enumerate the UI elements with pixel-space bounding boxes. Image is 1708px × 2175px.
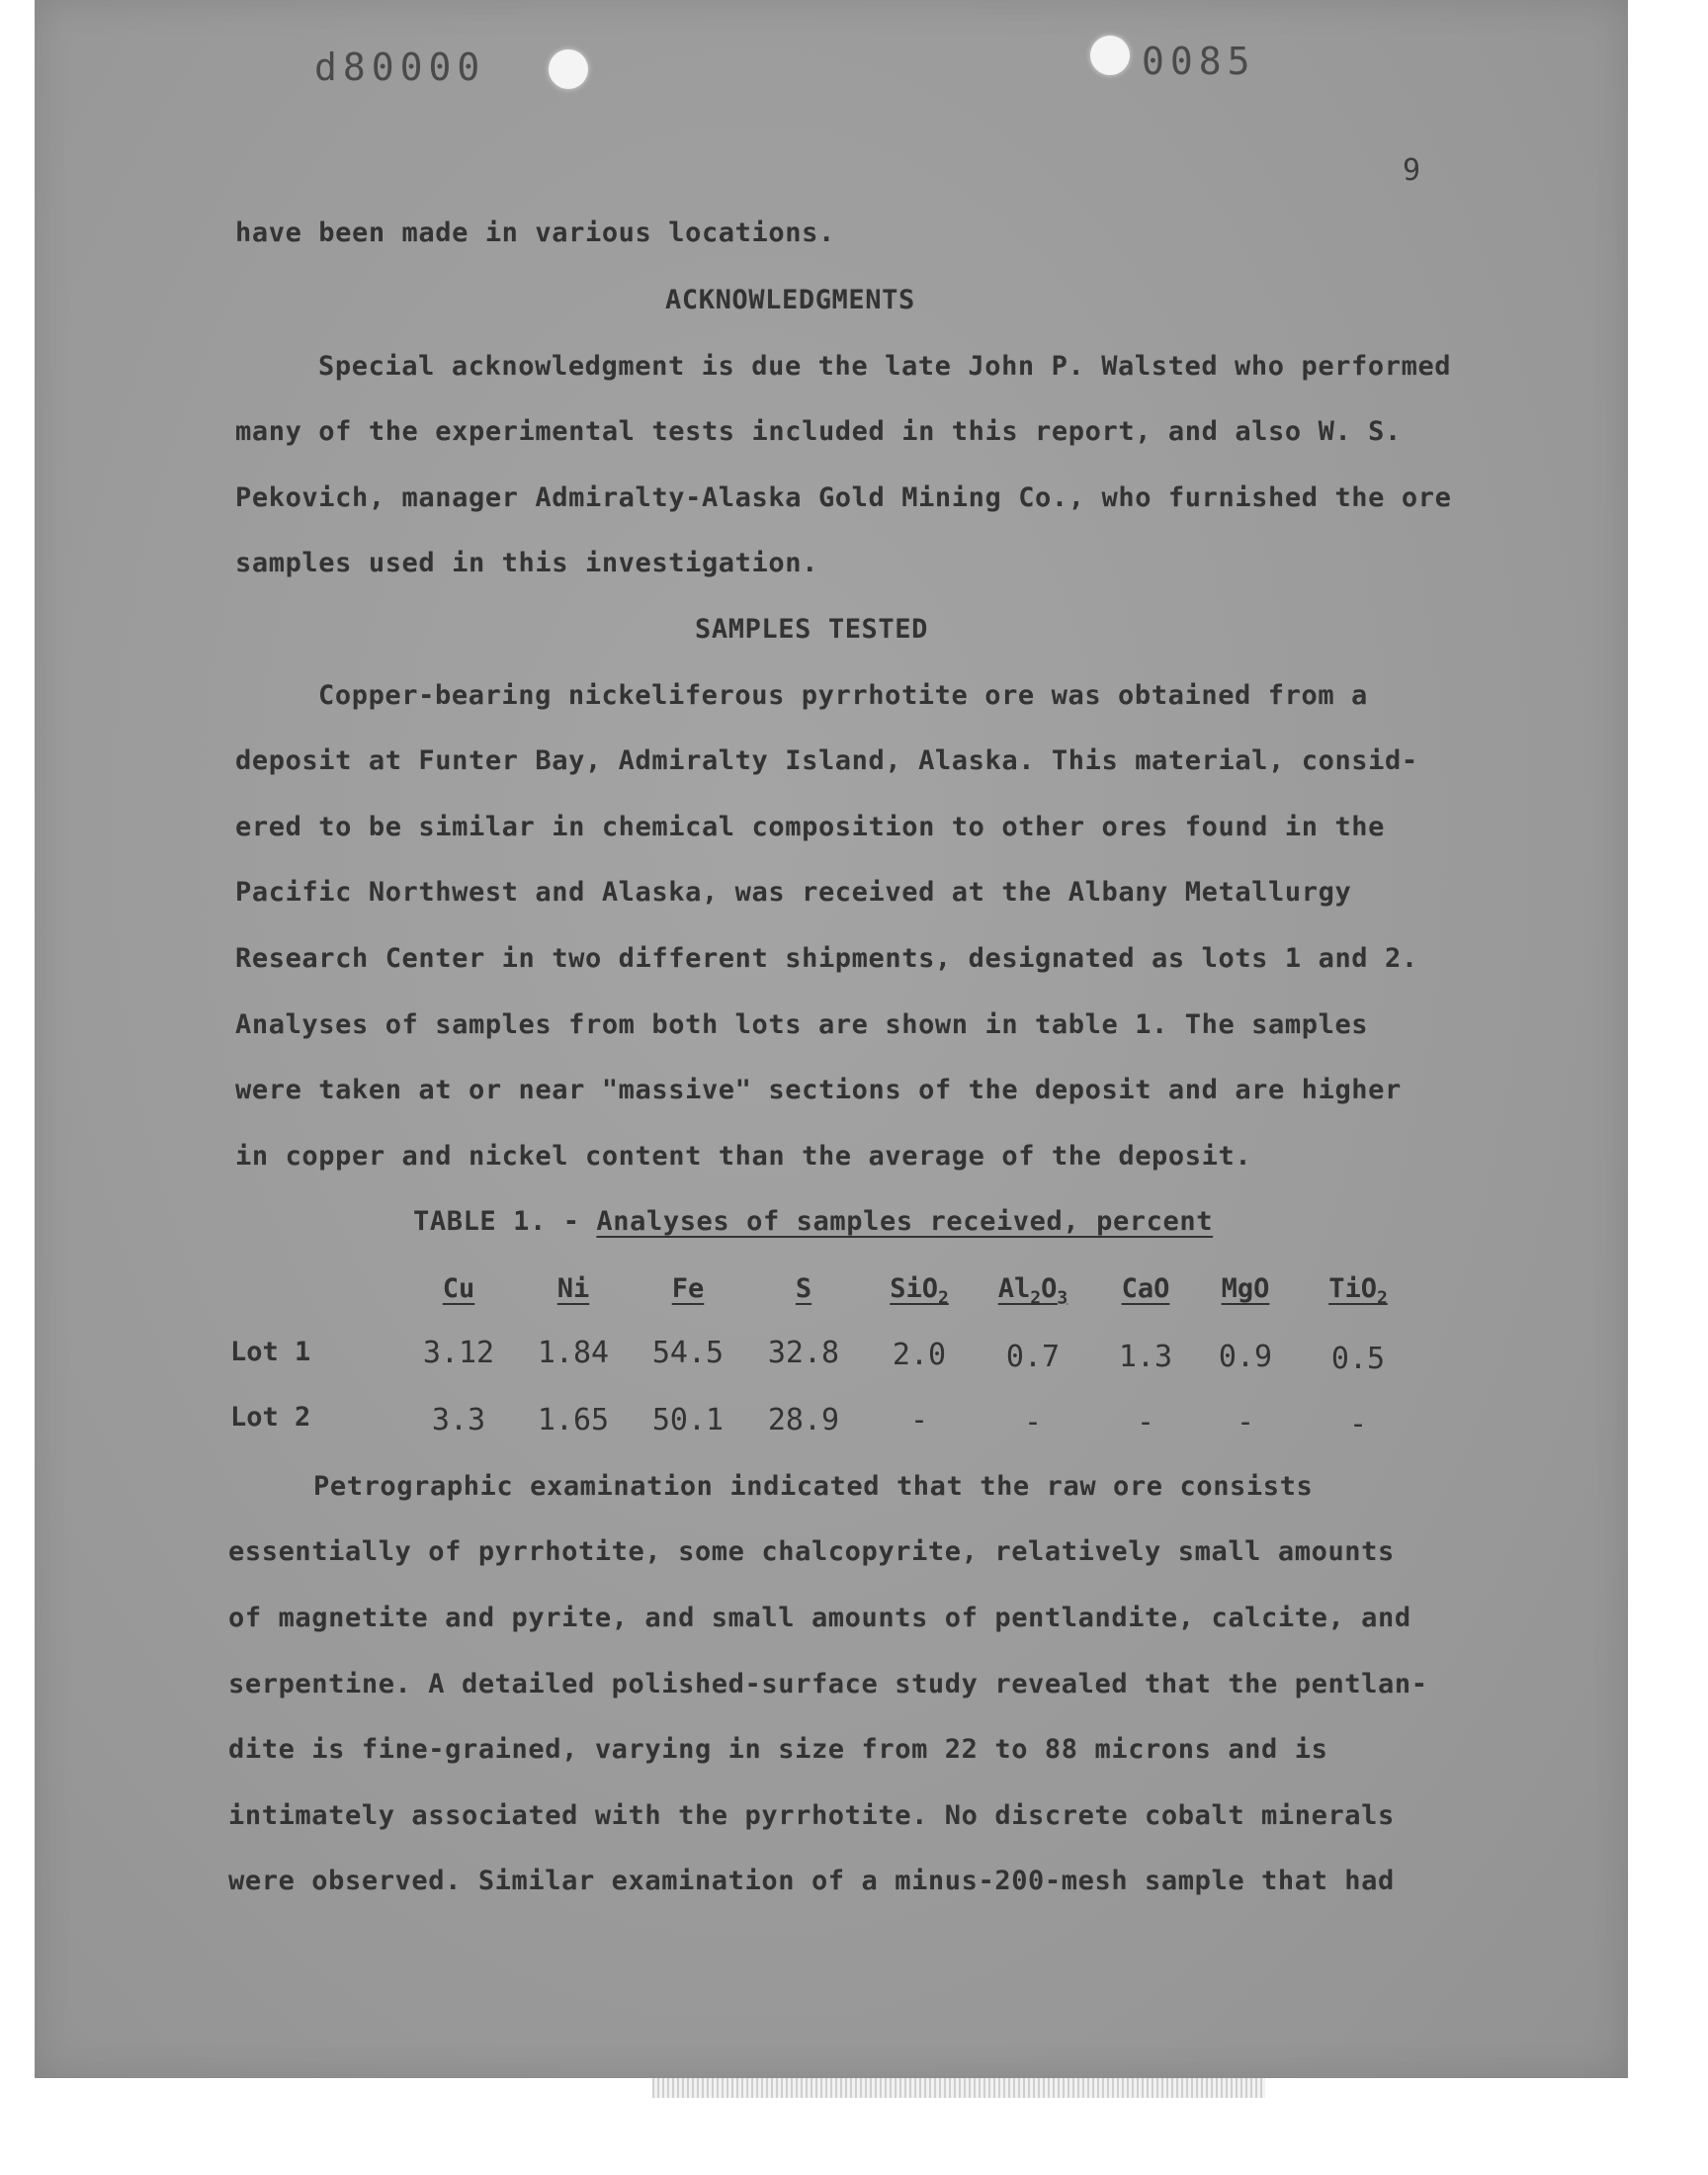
table-cell: 0.7 — [1005, 1340, 1061, 1374]
table-cell: 54.5 — [651, 1336, 725, 1370]
table-cell: 32.8 — [767, 1336, 840, 1370]
column-header-mgo: MgO — [1221, 1273, 1270, 1304]
page-number: 9 — [1403, 153, 1421, 188]
column-header-sio2: SiO$_2$ — [890, 1273, 949, 1309]
table-cell: - — [1023, 1405, 1043, 1439]
row-label-lot-2: Lot 2 — [230, 1402, 311, 1433]
row-label-lot-1: Lot 1 — [230, 1337, 311, 1367]
table-cell: 1.65 — [537, 1403, 610, 1437]
column-header-al2o3: $Al_2O_3$ — [997, 1273, 1068, 1309]
table-cell: - — [1236, 1405, 1255, 1439]
table-caption-prefix: TABLE 1. - — [413, 1206, 597, 1237]
text-line: of magnetite and pyrite, and small amounts of pentlandite, calcite, and — [228, 1603, 1411, 1633]
table-cell: 0.9 — [1218, 1340, 1273, 1374]
text-line: essentially of pyrrhotite, some chalcopyrite, relatively small amounts — [228, 1536, 1395, 1567]
text-line: dite is fine-grained, varying in size from 22 to 88 microns and is — [228, 1734, 1328, 1765]
document-page — [35, 0, 1628, 2078]
table-cell: 0.5 — [1330, 1342, 1386, 1376]
text-line: Special acknowledgment is due the late John P. Walsted who performed — [318, 351, 1452, 382]
table-cell: - — [909, 1403, 929, 1437]
text-line: in copper and nickel content than the average of the deposit. — [235, 1141, 1252, 1172]
table-cell: - — [1136, 1405, 1155, 1439]
column-header-tio2: TiO$_2$ — [1328, 1273, 1388, 1309]
table-cell: - — [1348, 1407, 1368, 1441]
text-line: serpentine. A detailed polished-surface study revealed that the pentlan- — [228, 1669, 1428, 1699]
table-cell: 28.9 — [767, 1403, 840, 1437]
column-header-fe: Fe — [671, 1273, 705, 1304]
text-line: Research Center in two different shipments, designated as lots 1 and 2. — [235, 943, 1418, 974]
text-line: samples used in this investigation. — [235, 548, 818, 578]
text-line: have been made in various locations. — [235, 218, 835, 248]
document-stamp-right: 0085 — [1142, 40, 1256, 83]
text-line: Pacific Northwest and Alaska, was received at the Albany Metallurgy — [235, 877, 1352, 908]
table-cell: 3.12 — [422, 1336, 495, 1370]
text-line: Copper-bearing nickeliferous pyrrhotite ore was obtained from a — [318, 680, 1368, 711]
column-header-cao: CaO — [1121, 1273, 1170, 1304]
text-line: Petrographic examination indicated that the raw ore consists — [313, 1471, 1314, 1502]
text-line: intimately associated with the pyrrhotite. No discrete cobalt minerals — [228, 1800, 1395, 1831]
punch-hole-right — [1090, 36, 1130, 75]
column-header-ni: Ni — [556, 1273, 590, 1304]
text-line: many of the experimental tests included in this report, and also W. S. — [235, 416, 1402, 447]
scan-edge-artifact — [652, 2078, 1265, 2098]
punch-hole-left — [549, 49, 588, 89]
table-cell: 1.3 — [1118, 1340, 1173, 1374]
table-cell: 1.84 — [537, 1336, 610, 1370]
section-heading-samples-tested: SAMPLES TESTED — [695, 614, 928, 645]
text-line: Analyses of samples from both lots are shown in table 1. The samples — [235, 1009, 1369, 1040]
table-cell: 50.1 — [651, 1403, 725, 1437]
document-stamp-left: d80000 — [314, 45, 486, 89]
text-line: deposit at Funter Bay, Admiralty Island, Alaska. This material, consid- — [235, 745, 1418, 776]
section-heading-acknowledgments: ACKNOWLEDGMENTS — [665, 285, 915, 315]
table-cell: 3.3 — [431, 1403, 486, 1437]
column-header-s: S — [795, 1273, 812, 1304]
text-line: Pekovich, manager Admiralty-Alaska Gold Mining Co., who furnished the ore — [235, 482, 1452, 513]
text-line: were taken at or near "massive" sections of the deposit and are higher — [235, 1075, 1402, 1105]
table-caption — [413, 1206, 1213, 1237]
text-line: were observed. Similar examination of a minus-200-mesh sample that had — [228, 1866, 1395, 1896]
table-cell: 2.0 — [892, 1338, 947, 1372]
table-caption-title: Analyses of samples received, percent — [596, 1206, 1214, 1237]
text-line: ered to be similar in chemical composition to other ores found in the — [235, 812, 1386, 842]
column-header-cu: Cu — [442, 1273, 475, 1304]
